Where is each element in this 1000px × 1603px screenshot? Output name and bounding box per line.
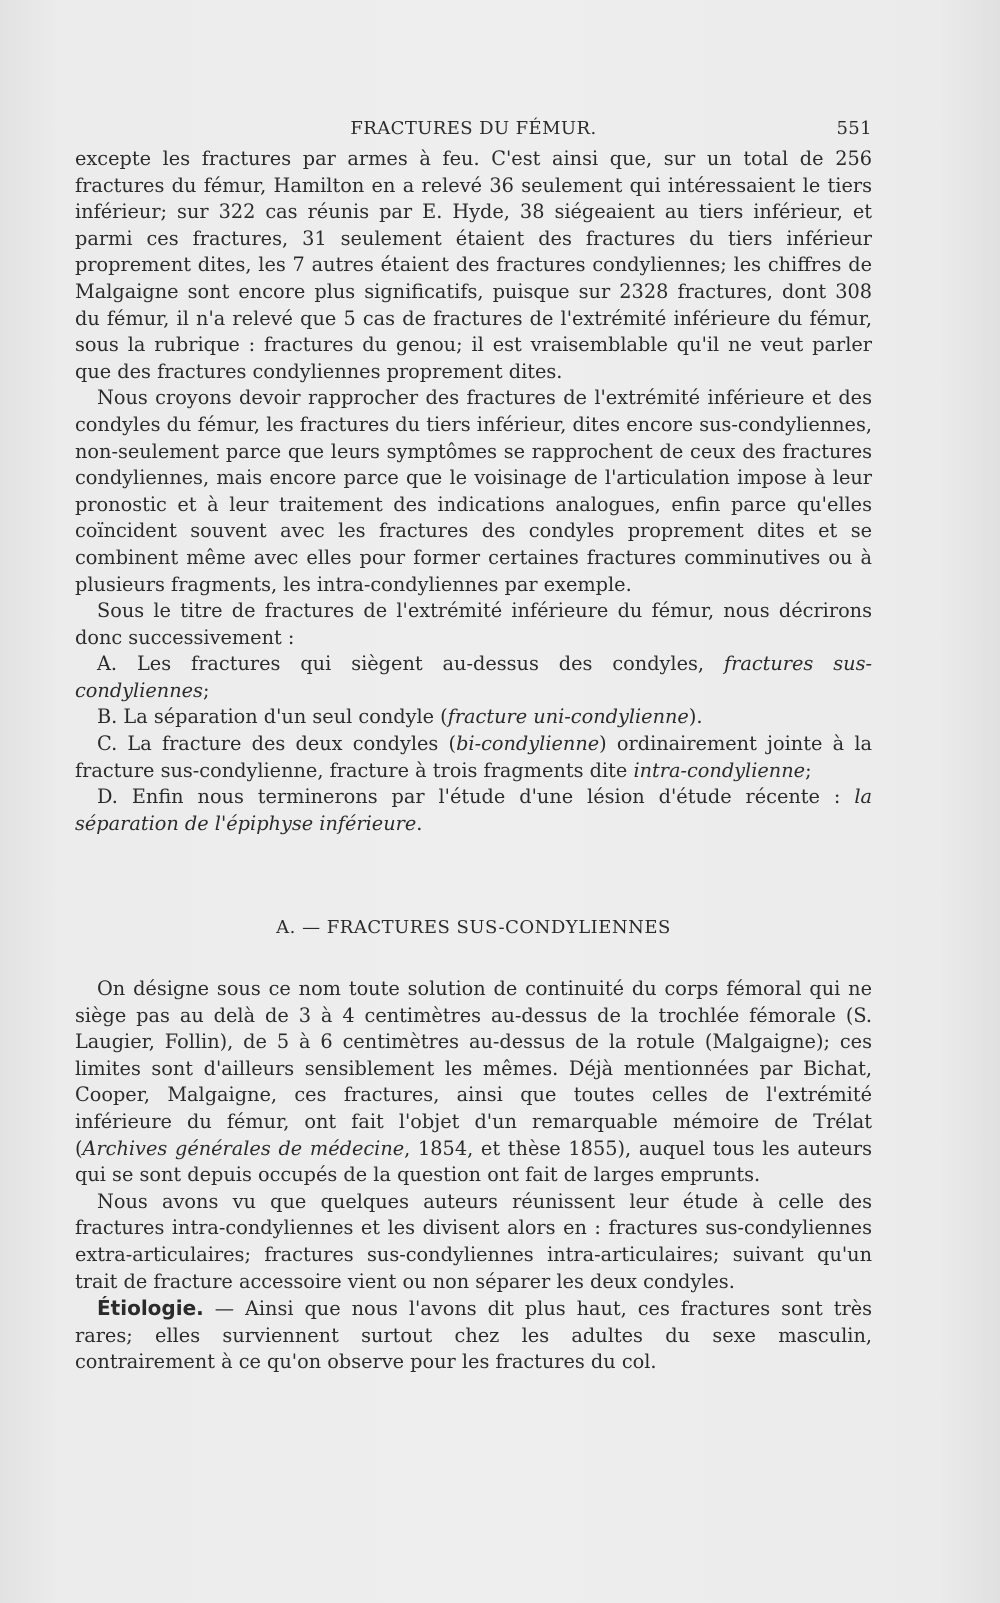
etiologie-heading: Étiologie. <box>97 1296 204 1321</box>
running-header <box>75 118 872 144</box>
section-heading: A. — FRACTURES SUS-CONDYLIENNES <box>276 917 671 939</box>
page-number: 551 <box>836 118 872 139</box>
paragraph-4-text-b: , 1854, et thèse 1855), auquel tous les auteurs qui se sont depuis occupés de la question ont fait de larges emprunts. <box>75 1136 872 1187</box>
list-item-a-end: ; <box>202 678 210 702</box>
list-item-d <box>75 784 872 837</box>
main-text <box>75 146 872 1376</box>
list-item-a <box>75 651 872 704</box>
paragraph-6-text: — Ainsi que nous l'avons dit plus haut, ces fractures sont très rares; elles surviennent surtout chez les adultes du sexe masculin, contrairement à ce qu'on observe pour les fractures du col. <box>75 1297 872 1374</box>
list-item-c-mid: ) ordinairement jointe à la fracture sus-condylienne, fracture à trois fragments dite <box>75 732 872 782</box>
list-item-d-text: D. Enfin nous terminerons par l'étude d'une lésion d'étude récente : <box>97 785 855 809</box>
running-title: FRACTURES DU FÉMUR. <box>350 118 597 139</box>
paragraph-etiologie <box>75 1295 872 1376</box>
list-item-b-text: B. La séparation d'un seul condyle ( <box>97 705 448 729</box>
paragraph-4-text-a: On désigne sous ce nom toute solution de continuité du corps fémoral qui ne siège pas au delà de 3 à 4 centimètres au-dessus de la trochlée fémorale (S. Laugier, Follin), de 5 à 6 centimètres au-dessus de la rotule (Malgaigne); ces limites sont d'ailleurs sensiblement les mêmes. Déjà mentionnées par Bichat, Cooper, Malgaigne, ces fractures, ainsi que toutes celles de l'extrémité inférieure du fémur, ont fait l'objet d'un remarquable mémoire de Trélat ( <box>75 977 872 1160</box>
list-item-d-end: . <box>416 811 423 835</box>
list-item-a-italic: fractures sus-condyliennes <box>75 652 872 702</box>
list-item-a-text: A. Les fractures qui siègent au-dessus des condyles, <box>97 652 724 676</box>
list-item-c-text: C. La fracture des deux condyles ( <box>97 732 457 756</box>
list-item-c-italic2: intra-condylienne <box>633 758 806 782</box>
list-item-c-end: ; <box>805 758 812 782</box>
paragraph-2: Nous croyons devoir rapprocher des fractures de l'extrémité inférieure et des condyles du fémur, les fractures du tiers inférieur, dites encore sus-condyliennes, non-seulement parce que leurs symptômes se rapprochent de ceux des fractures condyliennes, mais encore parce que le voisinage de l'articulation impose à leur pronostic et à leur traitement des indications analogues, enfin parce qu'elles coïncident souvent avec les fractures des condyles proprement dites et se combinent même avec elles pour former certaines fractures comminutives ou à plusieurs fragments, les intra-condyliennes par exemple. <box>75 386 872 596</box>
paragraph-4-italic: Archives générales de médecine <box>82 1136 405 1160</box>
list-item-c-italic: bi-condylienne <box>456 732 600 756</box>
paragraph-1: excepte les fractures par armes à feu. C'est ainsi que, sur un total de 256 fractures du fémur, Hamilton en a relevé 36 seulement qui intéressaient le tiers inférieur; sur 322 cas réunis par E. Hyde, 38 siégeaient au tiers inférieur, et parmi ces fractures, 31 seulement étaient des fractures du tiers inférieur proprement dites, les 7 autres étaient des fractures condyliennes; les chiffres de Malgaigne sont encore plus significatifs, puisque sur 2328 fractures, dont 308 du fémur, il n'a relevé que 5 cas de fractures de l'extrémité inférieure du fémur, sous la rubrique : fractures du genou; il est vraisemblable qu'il ne veut parler que des fractures condyliennes proprement dites. <box>75 147 872 383</box>
list-item-b-italic: fracture uni-condylienne <box>447 705 689 729</box>
paragraph-3: Sous le titre de fractures de l'extrémité inférieure du fémur, nous décrirons donc successivement : <box>75 599 872 649</box>
list-item-c <box>75 731 872 784</box>
paragraph-4 <box>75 976 872 1189</box>
list-item-d-italic: la séparation de l'épiphyse inférieure <box>75 785 872 835</box>
list-item-b-end: ). <box>688 705 703 729</box>
paragraph-5: Nous avons vu que quelques auteurs réunissent leur étude à celle des fractures intra-condyliennes et les divisent alors en : fractures sus-condyliennes extra-articulaires; fractures sus-condyliennes intra-articulaires; suivant qu'un trait de fracture accessoire vient ou non séparer les deux condyles. <box>75 1189 872 1293</box>
list-item-b <box>75 704 872 731</box>
